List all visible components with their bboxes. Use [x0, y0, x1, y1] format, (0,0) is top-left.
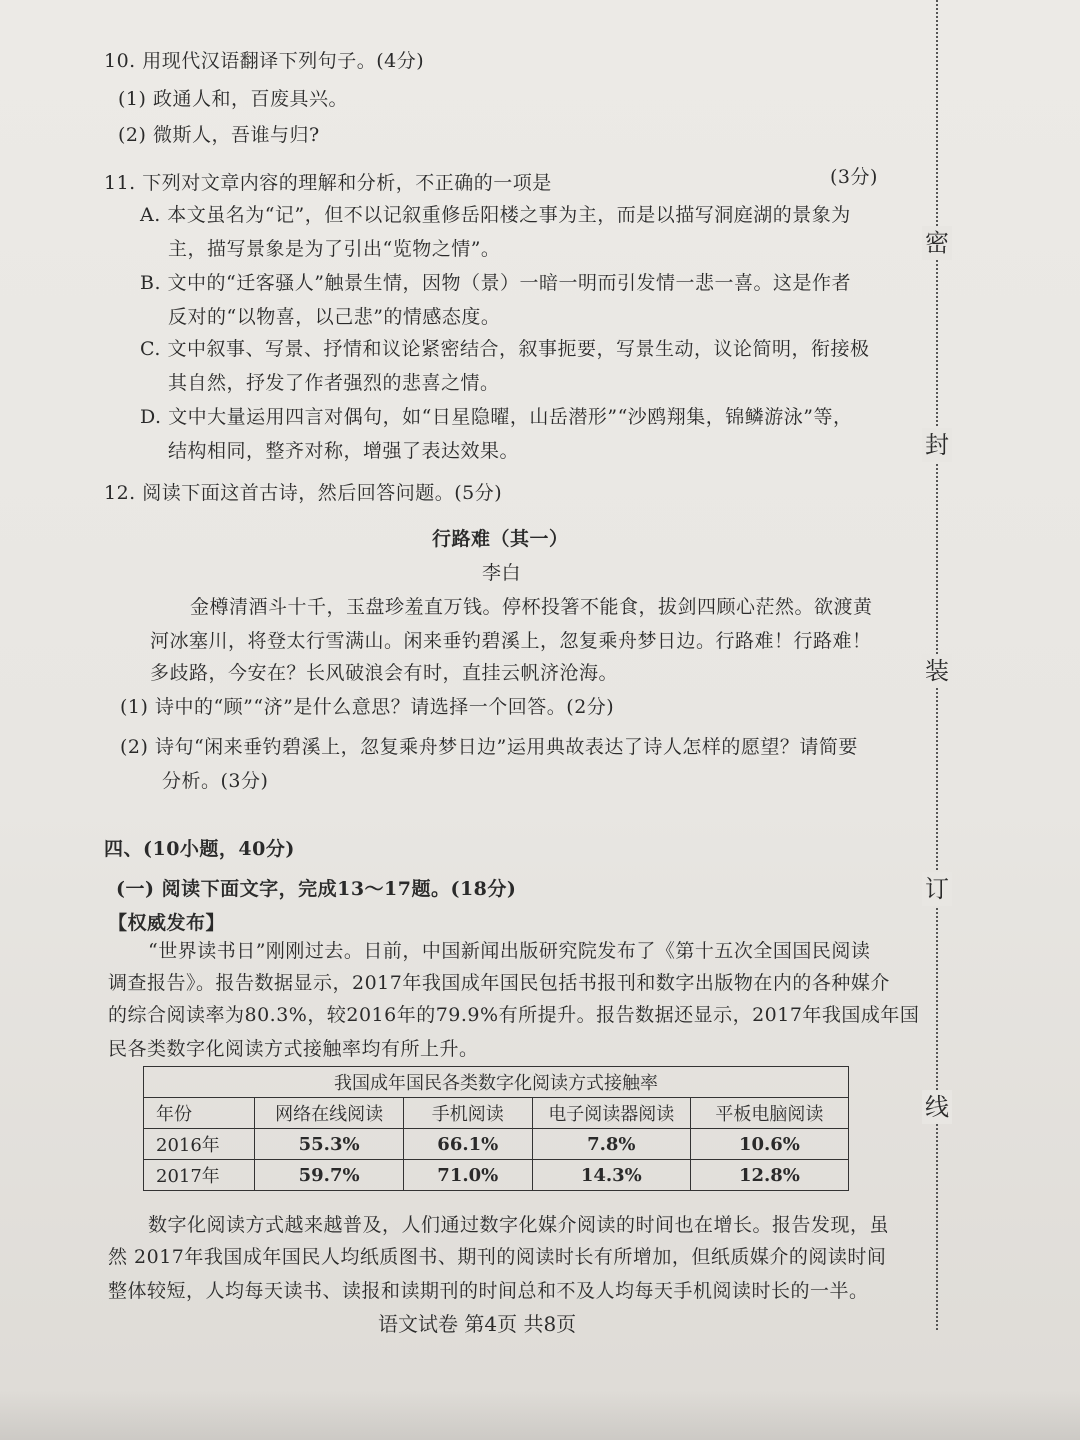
- poem-line-1: 金樽清酒斗十千，玉盘珍羞直万钱。停杯投箸不能食，拔剑四顾心茫然。欲渡黄: [190, 596, 873, 618]
- page-footer: 语文试卷 第4页 共8页: [378, 1312, 577, 1336]
- q11-stem: 11. 下列对文章内容的理解和分析，不正确的一项是: [104, 172, 552, 194]
- table-cell-year: 2017年: [144, 1160, 255, 1191]
- q11-option-b-line1: B. 文中的“迁客骚人”触景生情，因物（景）一暗一明而引发情一悲一喜。这是作者: [140, 272, 851, 294]
- para1-line2: 调查报告》。报告数据显示，2017年我国成年国民包括书报刊和数字出版物在内的各种媒介: [108, 972, 890, 994]
- poem-line-3: 多歧路，今安在？长风破浪会有时，直挂云帆济沧海。: [150, 662, 619, 684]
- para2-line2: 然 2017年我国成年国民人均纸质图书、期刊的阅读时长有所增加，但纸质媒介的阅读时间: [108, 1246, 887, 1268]
- section4-part1: (一) 阅读下面文字，完成13～17题。(18分): [116, 878, 517, 900]
- q11-option-a-line1: A. 本文虽名为“记”，但不以记叙重修岳阳楼之事为主，而是以描写洞庭湖的景象为: [140, 204, 851, 226]
- seal-char-zhuang: 装: [922, 654, 952, 688]
- reading-rate-table: [143, 1066, 849, 1191]
- poem-title: 行路难（其一）: [432, 528, 569, 550]
- table-cell-year: 2016年: [144, 1129, 255, 1160]
- table-row: [144, 1129, 849, 1160]
- table-header-cell: 年份: [144, 1098, 255, 1129]
- table-header-row: [144, 1098, 849, 1129]
- q12-sub2-line2: 分析。(3分): [162, 770, 269, 792]
- q10-stem: 10. 用现代汉语翻译下列句子。(4分): [104, 50, 425, 72]
- table-row: [144, 1160, 849, 1191]
- paper-shadow: [0, 1390, 1080, 1440]
- table-header-cell: 平板电脑阅读: [690, 1098, 848, 1129]
- table-caption: 我国成年国民各类数字化阅读方式接触率: [144, 1067, 849, 1098]
- q11-option-c-line1: C. 文中叙事、写景、抒情和议论紧密结合，叙事扼要，写景生动，议论简明，衔接极: [140, 338, 870, 360]
- para1-line3: 的综合阅读率为80.3%，较2016年的79.9%有所提升。报告数据还显示，2017年我国成年国: [108, 1004, 920, 1026]
- table-cell: 71.0%: [403, 1160, 532, 1191]
- poem-author: 李白: [482, 562, 522, 584]
- table-caption-row: [144, 1067, 849, 1098]
- q10-item-1: (1) 政通人和，百废具兴。: [118, 88, 348, 110]
- q11-option-d-line2: 结构相同，整齐对称，增强了表达效果。: [168, 440, 520, 462]
- para2-line1: 数字化阅读方式越来越普及，人们通过数字化媒介阅读的时间也在增长。报告发现，虽: [148, 1214, 890, 1236]
- q11-option-c-line2: 其自然，抒发了作者强烈的悲喜之情。: [168, 372, 500, 394]
- table-cell: 12.8%: [690, 1160, 848, 1191]
- table-cell: 59.7%: [255, 1160, 403, 1191]
- seal-char-ding: 订: [922, 872, 952, 906]
- q11-option-a-line2: 主，描写景象是为了引出“览物之情”。: [168, 238, 501, 260]
- table-header-cell: 网络在线阅读: [255, 1098, 403, 1129]
- authority-tag: 【权威发布】: [108, 912, 226, 934]
- table-cell: 14.3%: [532, 1160, 690, 1191]
- seal-char-mi: 密: [922, 226, 952, 260]
- q12-sub2-line1: (2) 诗句“闲来垂钓碧溪上，忽复乘舟梦日边”运用典故表达了诗人怎样的愿望？请简要: [120, 736, 858, 758]
- table-header-cell: 电子阅读器阅读: [532, 1098, 690, 1129]
- q11-option-d-line1: D. 文中大量运用四言对偶句，如“日星隐曜，山岳潜形”“沙鸥翔集，锦鳞游泳”等，: [140, 406, 853, 428]
- q11-score: (3分): [830, 166, 878, 188]
- table-cell: 55.3%: [255, 1129, 403, 1160]
- para1-line4: 民各类数字化阅读方式接触率均有所上升。: [108, 1038, 479, 1060]
- para2-line3: 整体较短，人均每天读书、读报和读期刊的时间总和不及人均每天手机阅读时长的一半。: [108, 1280, 869, 1302]
- q12-sub1: (1) 诗中的“顾”“济”是什么意思？请选择一个回答。(2分): [120, 696, 615, 718]
- section4-heading: 四、(10小题，40分): [104, 838, 295, 860]
- q11-option-b-line2: 反对的“以物喜，以己悲”的情感态度。: [168, 306, 501, 328]
- seal-char-feng: 封: [922, 428, 952, 462]
- q12-stem: 12. 阅读下面这首古诗，然后回答问题。(5分): [104, 482, 503, 504]
- para1-line1: “世界读书日”刚刚过去。日前，中国新闻出版研究院发布了《第十五次全国国民阅读: [148, 940, 871, 962]
- table-cell: 7.8%: [532, 1129, 690, 1160]
- table-cell: 10.6%: [690, 1129, 848, 1160]
- seal-char-xian: 线: [922, 1090, 952, 1124]
- poem-line-2: 河冰塞川，将登太行雪满山。闲来垂钓碧溪上，忽复乘舟梦日边。行路难！行路难！: [150, 630, 872, 652]
- q10-item-2: (2) 微斯人，吾谁与归?: [118, 124, 320, 146]
- table-cell: 66.1%: [403, 1129, 532, 1160]
- table-header-cell: 手机阅读: [403, 1098, 532, 1129]
